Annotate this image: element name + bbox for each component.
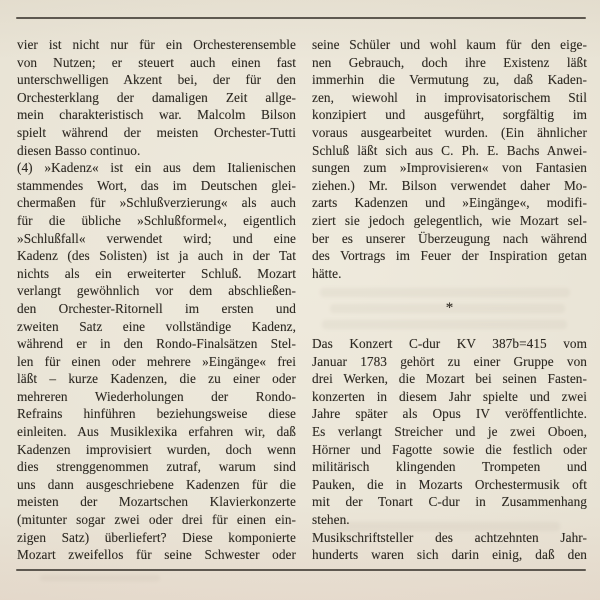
text-line: ziert sie jedoch gelegentlich, wie Mozart sel- xyxy=(312,212,587,228)
text-line: stehen. xyxy=(312,512,350,528)
text-line: Musikschriftsteller des achtzehnten Jahr- xyxy=(312,529,587,545)
text-line: mit der Tonart C-dur in Zusammenhang xyxy=(312,494,587,510)
text-line: hunderts waren sich darin einig, daß den xyxy=(312,547,587,563)
text-line: Mozart zweifellos für seine Schwester oder xyxy=(17,547,296,563)
text-line: von Nutzen; er steuert auch einen fast xyxy=(17,54,296,70)
section-divider-asterisk: * xyxy=(445,299,454,316)
text-line: während er in den Rondo-Finalsätzen Stel- xyxy=(17,336,296,352)
text-line: stammendes Wort, das im Deutschen glei- xyxy=(17,177,296,193)
text-line: Jahre später als Opus IV veröffentlichte. xyxy=(312,406,587,422)
text-line: unterschwelligen Akzent bei, der für den xyxy=(17,72,296,88)
text-line: vier ist nicht nur für ein Orchesterensemble xyxy=(17,37,296,52)
text-line: (mitunter sogar zwei oder drei für einen ein- xyxy=(17,512,296,528)
text-line: immerhin die Vermutung zu, daß Kaden- xyxy=(312,72,587,88)
text-line: für die übliche »Schlußformel«, eigentlich xyxy=(17,212,296,228)
text-line: zen, wiewohl in improvisatorischem Stil xyxy=(312,89,587,105)
right-text-column xyxy=(312,36,587,564)
text-line: meisten der Mozartschen Klavierkonzerte xyxy=(17,494,296,510)
text-line: des Vortrags im Feuer der Inspiration getan xyxy=(312,248,587,264)
text-line: drei Werken, die Mozart bei seinen Fasten- xyxy=(312,371,587,387)
text-line: militärisch klingenden Trompeten und xyxy=(312,459,587,475)
text-line: einleiten. Aus Musiklexika erfahren wir, daß xyxy=(17,424,296,440)
text-line: läßt – kurze Kadenzen, die zu einer oder xyxy=(17,371,296,387)
text-line: zweiten Satz eine vollständige Kadenz, xyxy=(17,318,296,334)
left-text-column xyxy=(17,36,296,564)
text-line: Kadenzen improvisiert wurden, doch wenn xyxy=(17,441,296,457)
text-line: nen Gebrauch, doch ihre Existenz läßt xyxy=(312,54,587,70)
text-line: ziehen.) Mr. Bilson verwendet daher Mo- xyxy=(312,177,587,193)
text-line: chermaßen für »Schlußverzierung« als auch xyxy=(17,195,296,211)
text-line: Refrains hinführen beziehungsweise diese xyxy=(17,406,296,422)
text-line: uns dann ausgeschriebene Kadenzen für die xyxy=(17,476,296,492)
text-line: Orchesterklang der damaligen Zeit allge- xyxy=(17,89,296,105)
text-line: mehreren Wiederholungen der Rondo- xyxy=(17,388,296,404)
text-line: zarts Kadenzen und »Eingänge«, modifi- xyxy=(312,195,587,211)
text-line: len für einen oder mehrere »Eingänge« frei xyxy=(17,353,296,369)
text-line: diesen Basso continuo. xyxy=(17,142,141,158)
text-line: dies strenggenommen zutraf, warum sind xyxy=(17,459,296,475)
text-line: sungen zum »Improvisieren« von Fantasien xyxy=(312,160,587,176)
top-rule xyxy=(16,17,586,19)
text-line: Pauken, die in Mozarts Orchestermusik oft xyxy=(312,476,587,492)
text-line: spielt während der meisten Orchester-Tutti xyxy=(17,124,296,140)
text-line: (4) »Kadenz« ist ein aus dem Italienischen xyxy=(17,160,296,176)
text-line: konzerten in diesem Jahr spielte und zwei xyxy=(312,388,587,404)
text-line: ber es unserer Überzeugung nach während xyxy=(312,230,587,246)
text-line: »Schlußfall« verwendet wird; und eine xyxy=(17,230,296,246)
text-line: Schluß läßt sich aus C. Ph. E. Bachs Anwei- xyxy=(312,142,587,158)
bottom-rule xyxy=(16,569,586,571)
text-line: Es verlangt Streicher und je zwei Oboen, xyxy=(312,424,587,440)
text-line: verlangt gewöhnlich vor dem abschließen- xyxy=(17,283,296,299)
text-line: Das Konzert C-dur KV 387b=415 vom xyxy=(312,336,587,352)
text-line: seine Schüler und wohl kaum für den eige- xyxy=(312,37,587,52)
text-line: mein charakteristisch war. Malcolm Bilson xyxy=(17,107,296,123)
text-line: Kadenz (des Solisten) ist ja auch in der Tat xyxy=(17,248,296,264)
text-line: nichts als ein erweiterter Schluß. Mozart xyxy=(17,265,296,281)
text-line: voraus ausgearbeitet wurden. (Ein ähnlicher xyxy=(312,124,587,140)
text-line: hätte. xyxy=(312,265,342,281)
text-line: Januar 1783 gehört zu einer Gruppe von xyxy=(312,353,587,369)
show-through-artifact xyxy=(40,575,160,581)
text-line: konzipiert und ausgeführt, sorgfältig im xyxy=(312,107,587,123)
text-line: Hörner und Fagotte sowie die festlich oder xyxy=(312,441,587,457)
text-line: zigen Satz) überliefert? Diese komponierte xyxy=(17,529,296,545)
text-line: den Orchester-Ritornell im ersten und xyxy=(17,300,296,316)
